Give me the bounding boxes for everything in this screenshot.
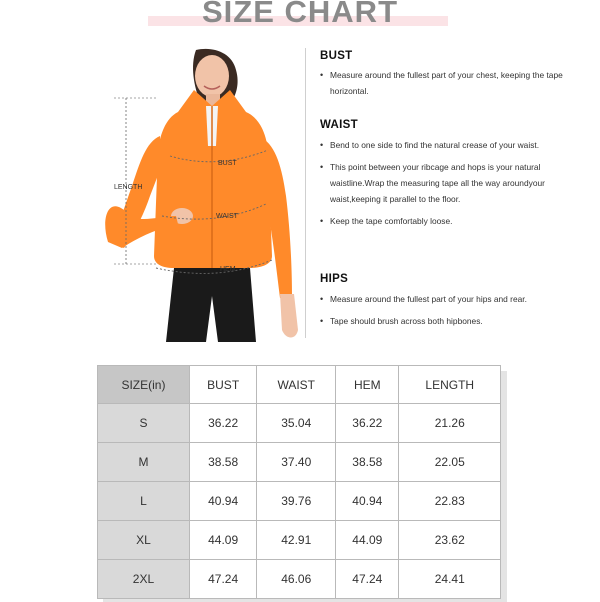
header-waist: WAIST [257, 366, 336, 404]
hips-heading: HIPS [320, 273, 349, 285]
bust-instructions [320, 67, 590, 99]
size-cell: XL [98, 521, 190, 560]
bust-cell: 36.22 [189, 404, 256, 443]
size-table-container [97, 365, 501, 596]
waist-instruction: • Keep the tape comfortably loose. [320, 213, 590, 229]
hips-instruction: • Measure around the fullest part of your hips and rear. [320, 291, 590, 307]
bust-cell: 38.58 [189, 443, 256, 482]
waist-cell: 37.40 [257, 443, 336, 482]
hips-instructions [320, 291, 590, 329]
size-cell: 2XL [98, 560, 190, 599]
page-title: SIZE CHART [202, 0, 398, 29]
waist-instructions [320, 137, 590, 229]
bust-cell: 44.09 [189, 521, 256, 560]
hem-cell: 36.22 [336, 404, 399, 443]
waist-instruction: • Bend to one side to find the natural crease of your waist. [320, 137, 590, 153]
size-cell: L [98, 482, 190, 521]
length-label: LENGTH [114, 184, 143, 191]
model-photo [100, 46, 304, 342]
table-row [98, 404, 501, 443]
table-row [98, 443, 501, 482]
waist-cell: 39.76 [257, 482, 336, 521]
bust-label: BUST [218, 160, 237, 167]
table-row [98, 521, 501, 560]
waist-cell: 42.91 [257, 521, 336, 560]
bust-cell: 40.94 [189, 482, 256, 521]
title-area [0, 0, 600, 40]
hem-cell: 44.09 [336, 521, 399, 560]
waist-cell: 35.04 [257, 404, 336, 443]
bust-cell: 47.24 [189, 560, 256, 599]
table-row [98, 560, 501, 599]
header-size: SIZE(in) [98, 366, 190, 404]
header-hem: HEM [336, 366, 399, 404]
size-cell: M [98, 443, 190, 482]
length-cell: 22.83 [399, 482, 501, 521]
waist-cell: 46.06 [257, 560, 336, 599]
column-divider [305, 48, 306, 338]
length-cell: 21.26 [399, 404, 501, 443]
length-cell: 24.41 [399, 560, 501, 599]
length-cell: 22.05 [399, 443, 501, 482]
header-bust: BUST [189, 366, 256, 404]
hem-cell: 47.24 [336, 560, 399, 599]
hem-cell: 40.94 [336, 482, 399, 521]
waist-instruction: • This point between your ribcage and hops is your natural waistline.Wrap the measuring tape all the way aroundyour waist,keeping it parallel to the floor. [320, 159, 590, 207]
waist-heading: WAIST [320, 119, 358, 131]
length-cell: 23.62 [399, 521, 501, 560]
header-length: LENGTH [399, 366, 501, 404]
size-cell: S [98, 404, 190, 443]
waist-label: WAIST [216, 213, 238, 220]
table-row [98, 482, 501, 521]
table-header-row [98, 366, 501, 404]
hips-instruction: • Tape should brush across both hipbones. [320, 313, 590, 329]
hem-cell: 38.58 [336, 443, 399, 482]
bust-instruction: • Measure around the fullest part of your chest, keeping the tape horizontal. [320, 67, 590, 99]
bust-heading: BUST [320, 50, 353, 62]
size-table [97, 365, 501, 599]
hem-label: HEM [220, 266, 236, 273]
